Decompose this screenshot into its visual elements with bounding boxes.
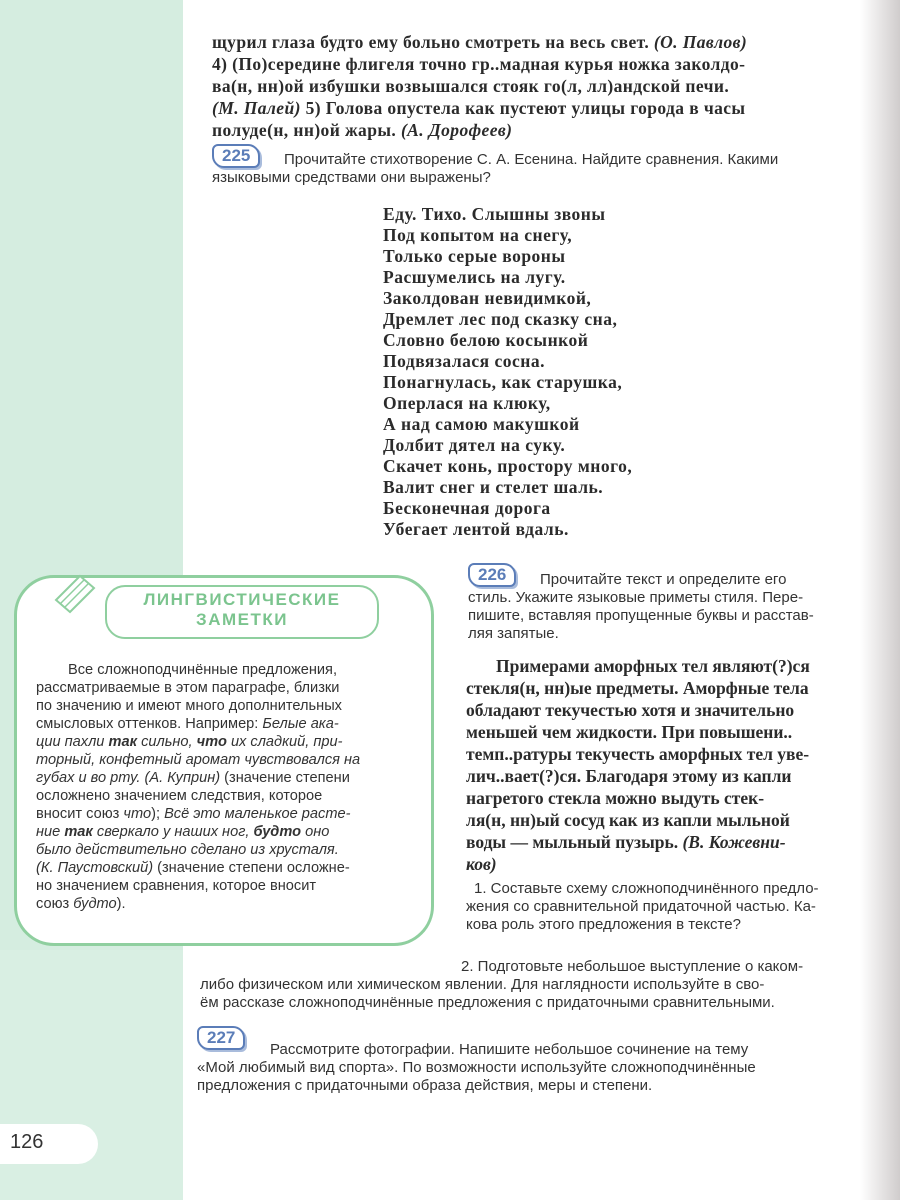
poem-line: Еду. Тихо. Слышны звоны (383, 204, 606, 224)
exercise-225-instruction-line1: Прочитайте стихотворение С. А. Есенина. Найдите сравнения. Какими (284, 151, 779, 168)
note-line: ние так сверкало у наших ног, будто оно (36, 824, 330, 840)
text-line: ков) (466, 854, 497, 874)
text-line: 4) (По)середине флигеля точно гр..мадная курья ножка заколдо- (212, 54, 746, 74)
poem-line: Скачет конь, простору много, (383, 456, 633, 476)
exercise-227-instruction: «Мой любимый вид спорта». По возможности используйте сложноподчинённые (197, 1059, 756, 1076)
note-line: Все сложноподчинённые предложения, (68, 662, 338, 678)
text-line: (М. Палей) 5) Голова опустела как пустеют улицы города в часы (212, 98, 746, 118)
poem-line: Заколдован невидимкой, (383, 288, 592, 308)
poem-line: Оперлася на клюку, (383, 393, 551, 413)
exercise-226-question-1: 1. Составьте схему сложноподчинённого предло- (474, 880, 819, 897)
text-line: Примерами аморфных тел являют(?)ся (496, 656, 810, 676)
exercise-226-question-2: либо физическом или химическом явлении. Для наглядности используйте в сво- (200, 976, 765, 993)
note-line: было действительно сделано из хрусталя. (36, 842, 339, 858)
poem-line: Под копытом на снегу, (383, 225, 573, 245)
poem-line: Бесконечная дорога (383, 498, 551, 518)
exercise-226-question-2: 2. Подготовьте небольшое выступление о каком- (461, 958, 804, 975)
text-line: ва(н, нн)ой избушки возвышался стояк го(л, лл)андской печи. (212, 76, 730, 96)
exercise-227-instruction: Рассмотрите фотографии. Напишите небольшое сочинение на тему (270, 1041, 749, 1058)
exercise-226-instruction: ляя запятые. (468, 625, 559, 642)
exercise-226-instruction: Прочитайте текст и определите его (540, 571, 787, 588)
note-line: смысловых оттенков. Например: Белые ака- (36, 716, 339, 732)
note-line: ции пахли так сильно, что их сладкий, при- (36, 734, 343, 750)
poem-line: Долбит дятел на суку. (383, 435, 566, 455)
page-edge-shadow (860, 0, 900, 1200)
poem-line: Валит снег и стелет шаль. (383, 477, 604, 497)
poem-line: Словно белою косынкой (383, 330, 589, 350)
text-line: стекля(н, нн)ые предметы. Аморфные тела (466, 678, 809, 698)
notes-title-line2: ЗАМЕТКИ (196, 610, 288, 629)
page-number-tab (0, 1124, 98, 1164)
text-line: воды — мыльный пузырь. (В. Кожевни- (466, 832, 786, 852)
poem-line: Подвязалася сосна. (383, 351, 546, 371)
notes-title-line1: ЛИНГВИСТИЧЕСКИЕ (143, 590, 341, 609)
exercise-226-instruction: пишите, вставляя пропущенные буквы и расстав- (468, 607, 814, 624)
note-line: союз будто). (36, 896, 126, 912)
exercise-227-instruction: предложения с придаточными образа действия, меры и степени. (197, 1077, 653, 1094)
note-line: торный, конфетный аромат чувствовался на (36, 752, 361, 768)
text-line: меньшей чем жидкости. При повышени.. (466, 722, 793, 742)
text-line: щурил глаза будто ему больно смотреть на весь свет. (О. Павлов) (212, 32, 748, 52)
note-line: губах и во рту. (А. Куприн) (значение степени (36, 770, 350, 786)
text-line: нагретого стекла можно выдуть стек- (466, 788, 765, 808)
note-line: осложнено значением следствия, которое (36, 788, 323, 804)
exercise-225-instruction-line2: языковыми средствами они выражены? (212, 169, 491, 186)
note-line: по значению и имеют много дополнительных (36, 698, 342, 714)
text-line: полуде(н, нн)ой жары. (А. Дорофеев) (212, 120, 513, 140)
poem-line: Убегает лентой вдаль. (383, 519, 569, 539)
poem-line: Только серые вороны (383, 246, 566, 266)
poem-line: Расшумелись на лугу. (383, 267, 566, 287)
poem-line: Понагнулась, как старушка, (383, 372, 623, 392)
poem-line: А над самою макушкой (383, 414, 580, 434)
note-line: вносит союз что); Всё это маленькое расте- (36, 806, 351, 822)
page-number: 126 (10, 1131, 44, 1153)
exercise-226-question-1: жения со сравнительной придаточной частью. Ка- (466, 898, 816, 915)
note-line: (К. Паустовский) (значение степени осложне- (36, 860, 350, 876)
exercise-number-225: 225 (212, 144, 260, 168)
text-line: обладают текучестью хотя и значительно (466, 700, 795, 720)
exercise-number-227: 227 (197, 1026, 245, 1050)
note-line: рассматриваемые в этом параграфе, близки (36, 680, 340, 696)
exercise-number-226: 226 (468, 563, 516, 587)
text-line: ля(н, нн)ый сосуд как из капли мыльной (466, 810, 790, 830)
exercise-226-question-1: кова роль этого предложения в тексте? (466, 916, 741, 933)
poem-line: Дремлет лес под сказку сна, (383, 309, 618, 329)
exercise-226-question-2: ём рассказе сложноподчинённые предложения с придаточными сравнительными. (200, 994, 775, 1011)
text-line: темп..ратуры текучесть аморфных тел уве- (466, 744, 810, 764)
notes-page-icon (50, 570, 100, 616)
exercise-226-instruction: стиль. Укажите языковые приметы стиля. Пере- (468, 589, 804, 606)
note-line: но значением сравнения, которое вносит (36, 878, 317, 894)
text-line: лич..вает(?)ся. Благодаря этому из капли (466, 766, 792, 786)
